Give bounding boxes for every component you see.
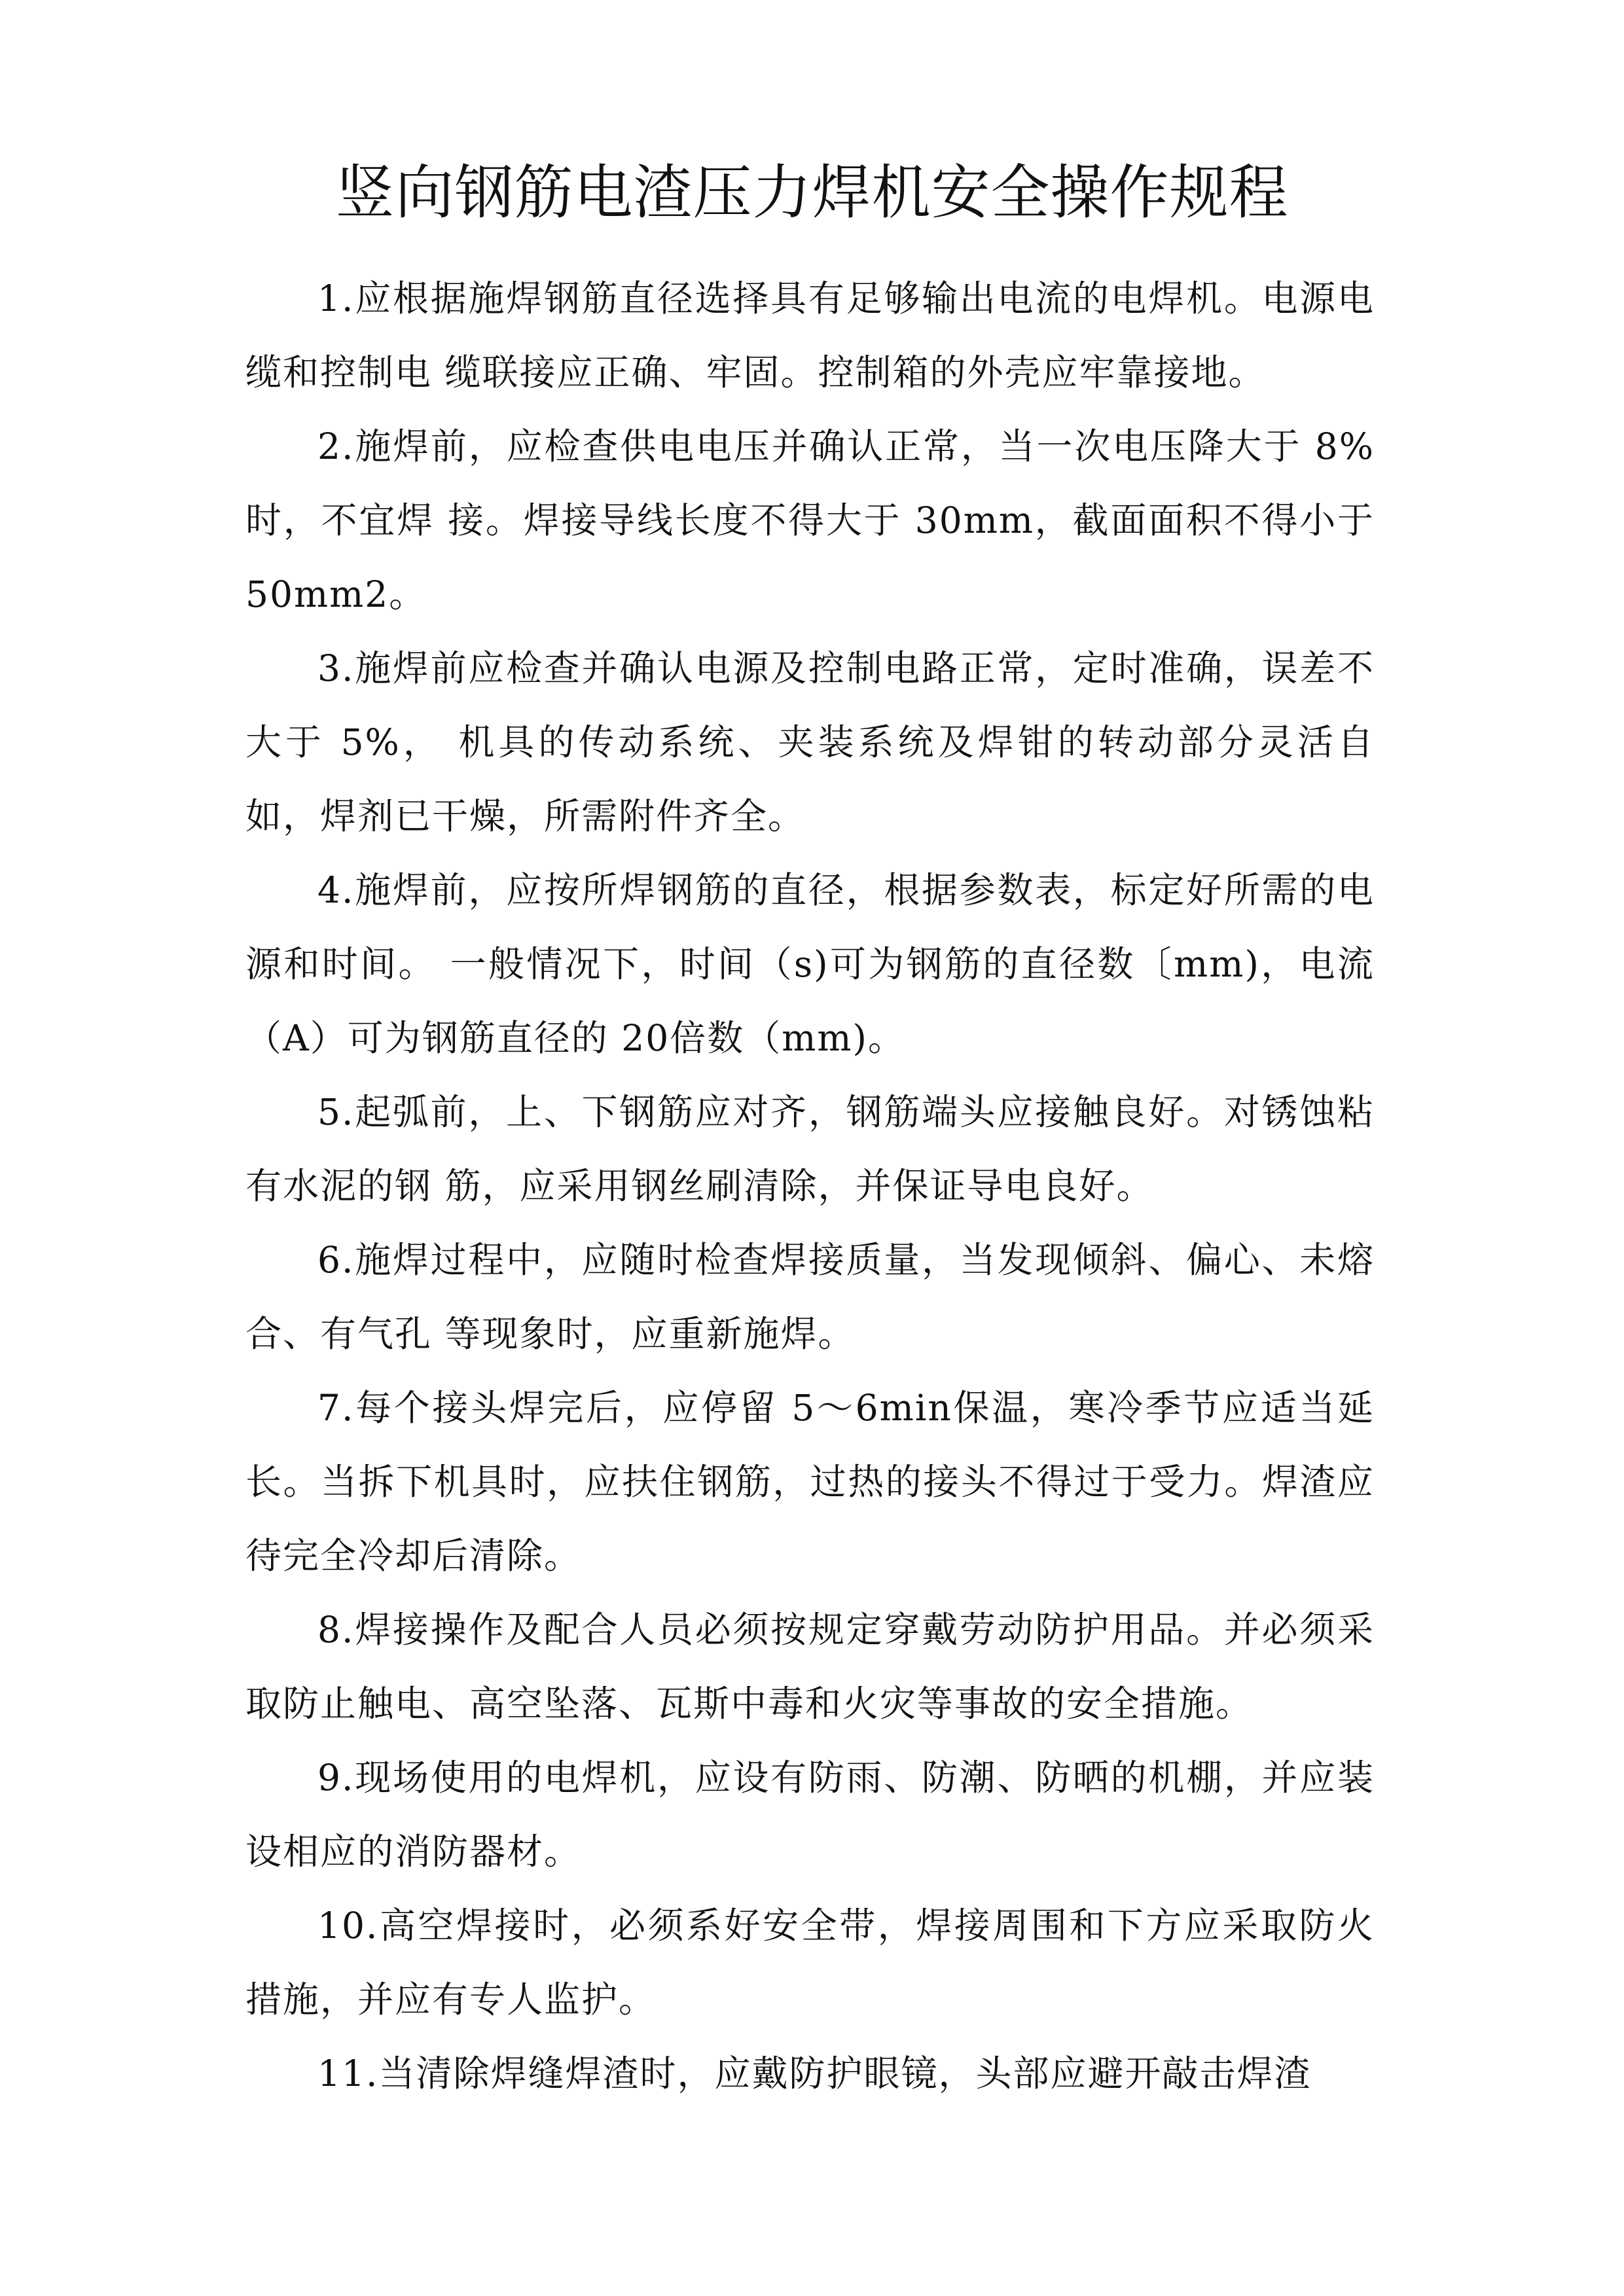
paragraph-11: 11.当清除焊缝焊渣时，应戴防护眼镜，头部应避开敲击焊渣: [317, 2053, 1312, 2094]
paragraph-3: 3.施焊前应检查并确认电源及控制电路正常，定时准确，误差不大于 5%， 机具的传动系统、夹装系统及焊钳的转动部分灵活自如，焊剂已干燥，所需附件齐全。: [245, 647, 1375, 837]
document-title: 竖向钢筋电渣压力焊机安全操作规程: [335, 158, 1289, 227]
paragraph-5: 5.起弧前，上、下钢筋应对齐，钢筋端头应接触良好。对锈蚀粘有水泥的钢 筋，应采用钢丝刷清除，并保证导电良好。: [245, 1091, 1375, 1207]
paragraph-8: 8.焊接操作及配合人员必须按规定穿戴劳动防护用品。并必须采取防止触电、高空坠落、瓦斯中毒和火灾等事故的安全措施。: [245, 1609, 1375, 1725]
paragraph-10: 10.高空焊接时，必须系好安全带，焊接周围和下方应采取防火措施，并应有专人监护。: [245, 1905, 1375, 2020]
paragraph-9: 9.现场使用的电焊机，应设有防雨、防潮、防晒的机棚，并应装设相应的消防器材。: [245, 1757, 1375, 1873]
paragraph-6: 6.施焊过程中，应随时检查焊接质量，当发现倾斜、偏心、未熔合、有气孔 等现象时，应重新施焊。: [245, 1239, 1375, 1355]
document-body: [245, 262, 1375, 2111]
paragraph-4: 4.施焊前，应按所焊钢筋的直径，根据参数表，标定好所需的电源和时间。 一般情况下，时间（s)可为钢筋的直径数〔mm)，电流（A）可为钢筋直径的 20倍数（mm)。: [245, 869, 1375, 1059]
paragraph-1: 1.应根据施焊钢筋直径选择具有足够输出电流的电焊机。电源电缆和控制电 缆联接应正确、牢固。控制箱的外壳应牢靠接地。: [245, 278, 1375, 393]
paragraph-2: 2.施焊前，应检查供电电压并确认正常，当一次电压降大于 8%时，不宜焊 接。焊接导线长度不得大于 30mm，截面面积不得小于 50mm2。: [245, 425, 1375, 615]
paragraph-7: 7.每个接头焊完后，应停留 5〜6min保温，寒冷季节应适当延长。当拆下机具时，应扶住钢筋，过热的接头不得过于受力。焊渣应待完全冷却后清除。: [245, 1387, 1375, 1577]
